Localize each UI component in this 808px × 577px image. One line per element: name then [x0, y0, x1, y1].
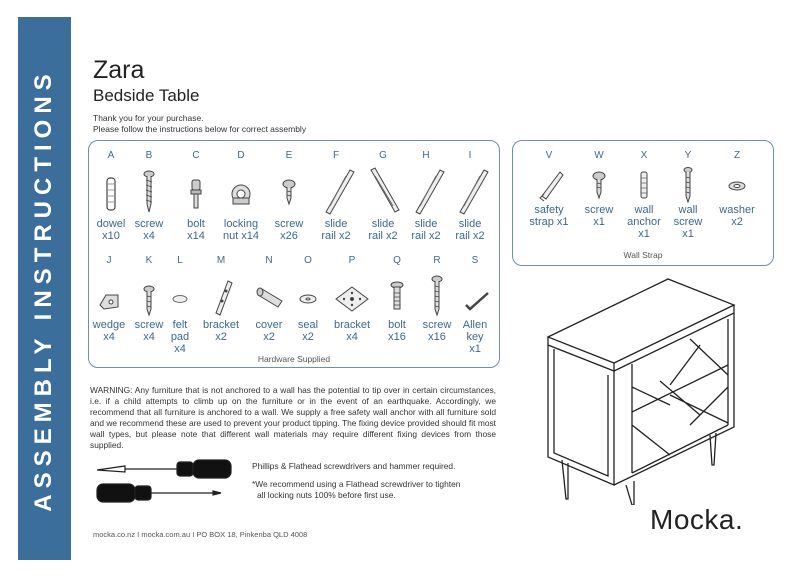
part-label: wall anchor x1	[627, 204, 661, 240]
mocka-logo: Mocka.	[650, 504, 744, 535]
short-screw-icon	[266, 164, 312, 218]
part-letter: I	[468, 150, 472, 161]
part-label: screw x1	[584, 204, 614, 228]
screw-icon	[126, 164, 172, 218]
screwdrivers-illustration	[95, 458, 245, 508]
part-letter: E	[285, 150, 293, 161]
part-letter: S	[471, 255, 479, 266]
part-letter: B	[145, 150, 153, 161]
part-letter: W	[594, 150, 604, 161]
product-subtitle: Bedside Table	[93, 86, 200, 105]
part-c	[173, 150, 219, 242]
part-letter: H	[422, 150, 430, 161]
part-letter: A	[107, 150, 115, 161]
part-label: safety strap x1	[529, 204, 569, 228]
wall-strap-caption: Wall Strap	[623, 250, 663, 260]
part-w	[576, 150, 622, 228]
instructions-text: Please follow the instructions below for correct assembly	[93, 124, 307, 134]
slide-rail-icon	[360, 164, 406, 218]
part-l	[157, 255, 203, 355]
seal-icon	[285, 269, 331, 319]
part-label: slide rail x2	[368, 218, 398, 242]
part-letter: X	[640, 150, 648, 161]
part-label: cover x2	[255, 319, 283, 343]
product-title: Zara	[93, 56, 145, 84]
part-i	[447, 150, 493, 242]
part-v	[526, 150, 572, 228]
hardware-caption: Hardware Supplied	[257, 354, 331, 364]
part-label: seal x2	[297, 319, 319, 343]
part-h	[403, 150, 449, 242]
part-z	[714, 150, 760, 228]
part-s	[452, 255, 498, 355]
locking-nut-note	[252, 479, 482, 501]
slide-rail-icon	[447, 164, 493, 218]
part-label: washer x2	[719, 204, 755, 228]
allen-key-icon	[452, 269, 498, 319]
part-label: wedge x4	[92, 319, 126, 343]
bedside-table-illustration	[540, 275, 780, 505]
part-letter: L	[177, 255, 183, 266]
part-letter: N	[265, 255, 273, 266]
part-e	[266, 150, 312, 242]
part-letter: F	[332, 150, 340, 161]
thanks-text: Thank you for your purchase.	[93, 113, 204, 123]
part-label: slide rail x2	[455, 218, 485, 242]
part-p	[329, 255, 375, 343]
part-label: slide rail x2	[321, 218, 351, 242]
part-letter: V	[545, 150, 553, 161]
part-label: slide rail x2	[411, 218, 441, 242]
part-label: bracket x4	[333, 319, 371, 343]
part-f	[313, 150, 359, 242]
safety-strap-icon	[526, 164, 572, 204]
part-b	[126, 150, 172, 242]
part-letter: M	[216, 255, 226, 266]
part-label: screw x26	[274, 218, 304, 242]
intro-text	[93, 113, 306, 135]
part-label: bolt x16	[388, 319, 406, 343]
part-letter: Y	[684, 150, 692, 161]
part-label: screw x4	[134, 218, 164, 242]
screw-icon	[665, 164, 711, 204]
warning-text: WARNING: Any furniture that is not anchored to a wall has the potential to tip over in certain circumstances, i.e. if a child attempts to climb up on the furniture or in the event of an earthquake. Accordingly, we recommend that all furniture is anchored to a wall. We supply a free safety wall anchor with all furniture sold and we recommend these are used to prevent your product tipping. The fixing device provided should fit most wall types, but please note that different wall materials may require different fixing devices from those supplied.	[90, 385, 496, 450]
part-g	[360, 150, 406, 242]
felt-pad-icon	[157, 269, 203, 319]
part-letter: Q	[393, 255, 401, 266]
footer-contact: mocka.co.nz I mocka.com.au I PO BOX 18, Pinkenba QLD 4008	[93, 530, 308, 539]
part-label: bracket x2	[202, 319, 240, 343]
part-letter: D	[237, 150, 245, 161]
note-line-2: all locking nuts 100% before first use.	[257, 490, 396, 500]
part-label: screw x4	[134, 319, 164, 343]
part-letter: G	[379, 150, 387, 161]
part-label: locking nut x14	[222, 218, 260, 242]
part-letter: J	[106, 255, 112, 266]
locking-nut-icon	[218, 164, 264, 218]
part-label: bolt x14	[187, 218, 205, 242]
bolt-icon	[173, 164, 219, 218]
plate-bracket-icon	[329, 269, 375, 319]
wall-anchor-icon	[621, 164, 667, 204]
tools-required-text: Phillips & Flathead screwdrivers and hammer required.	[252, 461, 456, 471]
part-m	[198, 255, 244, 343]
part-letter: C	[192, 150, 200, 161]
part-letter: K	[145, 255, 153, 266]
part-letter: P	[348, 255, 356, 266]
bracket-icon	[198, 269, 244, 319]
part-label: Allen key x1	[462, 319, 488, 355]
short-screw-icon	[576, 164, 622, 204]
part-o	[285, 255, 331, 343]
sidebar-title: ASSEMBLY INSTRUCTIONS	[30, 68, 57, 512]
slide-rail-icon	[313, 164, 359, 218]
part-letter: R	[433, 255, 441, 266]
part-label: screw x16	[422, 319, 452, 343]
part-label: dowel x10	[96, 218, 126, 242]
note-line-1: *We recommend using a Flathead screwdriver to tighten	[252, 479, 461, 489]
part-label: felt pad x4	[170, 319, 190, 355]
part-letter: O	[304, 255, 312, 266]
part-d	[218, 150, 264, 242]
washer-icon	[714, 164, 760, 204]
part-y	[665, 150, 711, 240]
part-label: wall screw x1	[673, 204, 703, 240]
slide-rail-icon	[403, 164, 449, 218]
part-x	[621, 150, 667, 240]
part-letter: Z	[733, 150, 741, 161]
